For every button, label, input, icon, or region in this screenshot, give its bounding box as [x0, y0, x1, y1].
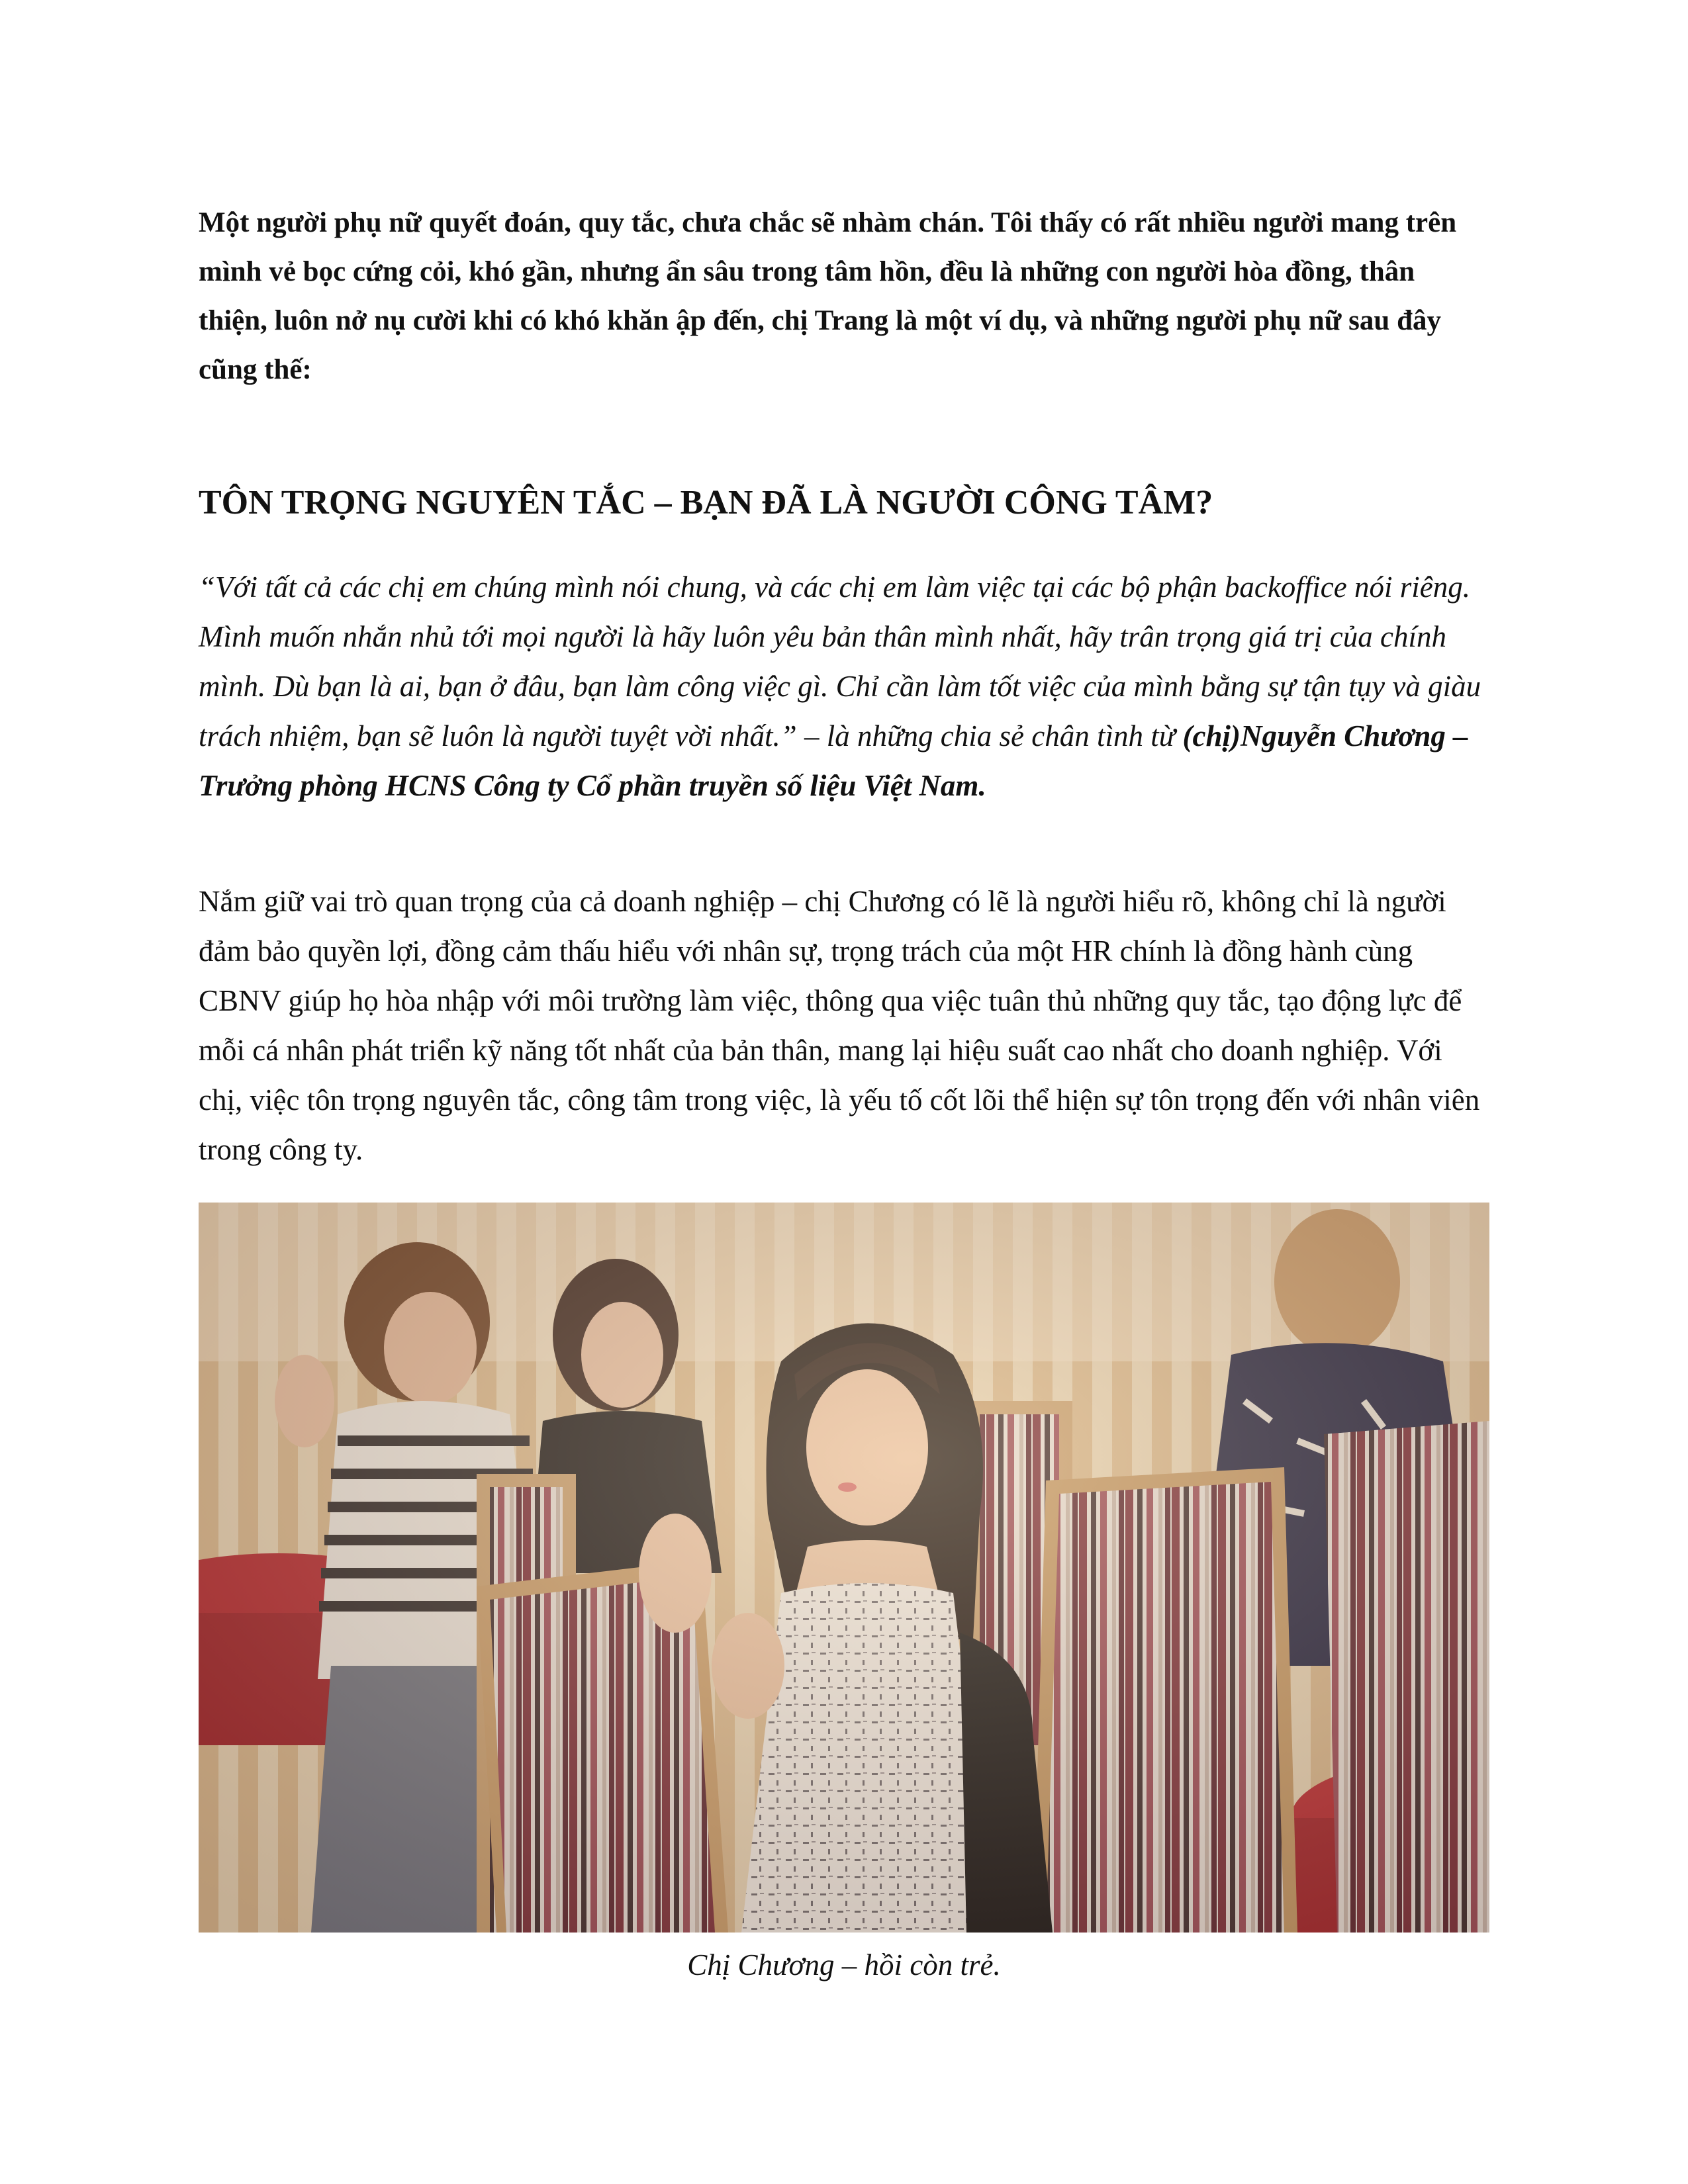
quote-attribution: (chị)Nguyễn Chương – Trưởng phòng HCNS Công ty Cổ phần truyền số liệu Việt Nam.: [199, 719, 1468, 802]
intro-paragraph: Một người phụ nữ quyết đoán, quy tắc, chưa chắc sẽ nhàm chán. Tôi thấy có rất nhiều người mang trên mình vẻ bọc cứng cỏi, khó gần, nhưng ẩn sâu trong tâm hồn, đều là những con người hòa đồng, thân thiện, luôn nở nụ cười khi có khó khăn ập đến, chị Trang là một ví dụ, và những người phụ nữ sau đây cũng thế:: [199, 207, 1457, 385]
quote-text: “Với tất cả các chị em chúng mình nói chung, và các chị em làm việc tại các bộ phận backoffice nói riêng. Mình muốn nhắn nhủ tới mọi người là hãy luôn yêu bản thân mình nhất, hãy trân trọng giá trị của chính mình. Dù bạn là ai, bạn ở đâu, bạn làm công việc gì. Chỉ cần làm tốt việc của mình bằng sự tận tụy và giàu trách nhiệm, bạn sẽ luôn là người tuyệt vời nhất.” – là những chia sẻ chân tình từ: [199, 570, 1481, 752]
photo-caption: Chị Chương – hồi còn trẻ.: [687, 1948, 1001, 1981]
body-paragraph: Nắm giữ vai trò quan trọng của cả doanh nghiệp – chị Chương có lẽ là người hiểu rõ, không chỉ là người đảm bảo quyền lợi, đồng cảm thấu hiểu với nhân sự, trọng trách của một HR chính là đồng hành cùng CBNV giúp họ hòa nhập với môi trường làm việc, thông qua việc tuân thủ những quy tắc, tạo động lực để mỗi cá nhân phát triển kỹ năng tốt nhất của bản thân, mang lại hiệu suất cao nhất cho doanh nghiệp. Với chị, việc tôn trọng nguyên tắc, công tâm trong việc, là yếu tố cốt lõi thể hiện sự tôn trọng đến với nhân viên trong công ty.: [199, 885, 1480, 1166]
event-photo-illustration: [199, 1203, 1489, 1933]
section-heading: TÔN TRỌNG NGUYÊN TẮC – BẠN ĐÃ LÀ NGƯỜI CÔNG TÂM?: [199, 484, 1213, 522]
event-photo: [199, 1203, 1489, 1933]
quote-paragraph: [199, 563, 1489, 811]
